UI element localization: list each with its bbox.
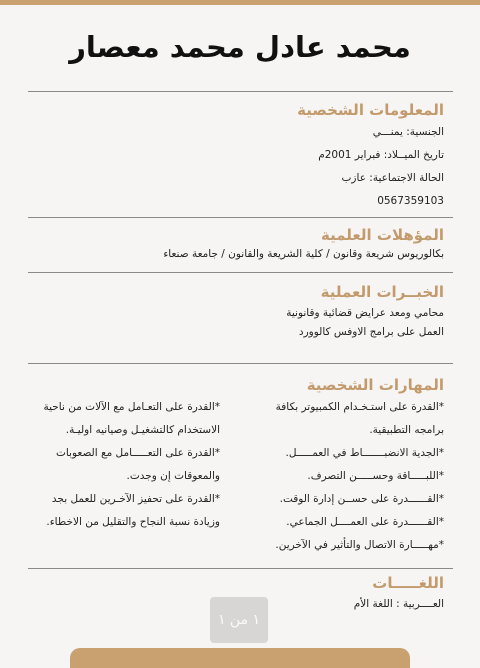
languages-title: اللغـــــات bbox=[372, 574, 444, 592]
divider bbox=[28, 272, 453, 273]
divider bbox=[28, 217, 453, 218]
skill-line: *القدرة على تحفيز الآخـرين للعمل بجد bbox=[51, 493, 220, 505]
skill-line: *القــــــدرة على العمــــل الجماعي. bbox=[286, 516, 444, 528]
skill-line: *القدرة على استـخـدام الكمبيوتر بكافة bbox=[275, 401, 444, 413]
language-item: العــــربية : اللغة الأم bbox=[353, 598, 444, 610]
skill-line: وزيادة نسبة النجاح والتقليل من الاخطاء. bbox=[46, 516, 220, 528]
divider bbox=[28, 91, 453, 92]
personal-info-title: المعلومات الشخصية bbox=[297, 101, 444, 119]
skills-right-column bbox=[274, 396, 444, 557]
skill-line: *مهـــــارة الاتصال والتأثير في الآخرين. bbox=[275, 539, 444, 551]
marital-status: الحالة الاجتماعية: عازب bbox=[341, 172, 444, 184]
skill-line: والمعوقات إن وجدت. bbox=[126, 470, 220, 482]
nationality: الجنسية: يمنـــي bbox=[372, 126, 444, 138]
skill-line: برامجه التطبيقية. bbox=[369, 424, 444, 436]
skills-left-column bbox=[30, 396, 220, 534]
experience-item: محامي ومعد عرايض قضائية وقانونية bbox=[286, 307, 444, 319]
skill-line: الاستخدام كالتشغيـل وصيانيه اوليـة. bbox=[65, 424, 220, 436]
skill-line: *القــــــدرة على حســن إدارة الوقت. bbox=[279, 493, 444, 505]
education-degree: بكالوريوس شريعة وقانون / كلية الشريعة والقانون / جامعة صنعاء bbox=[163, 248, 444, 260]
education-title: المؤهلات العلمية bbox=[321, 226, 444, 244]
skill-line: *اللبـــــاقة وحســـــن التصرف. bbox=[307, 470, 444, 482]
skill-line: *الجدية الانضبـــــــاط في العمـــــل. bbox=[285, 447, 444, 459]
experience-title: الخبــرات العملية bbox=[320, 283, 444, 301]
skills-title: المهارات الشخصية bbox=[306, 376, 444, 394]
experience-item: العمل على برامج الاوفس كالوورد bbox=[298, 326, 444, 338]
divider bbox=[28, 363, 453, 364]
birth-date: تاريخ الميــلاد: فبراير 2001م bbox=[318, 149, 444, 161]
phone-number: 0567359103 bbox=[377, 195, 444, 207]
divider bbox=[28, 568, 453, 569]
person-name: محمد عادل محمد معصار bbox=[69, 30, 411, 64]
skill-line: *القدرة على التعـامل مع الآلات من ناحية bbox=[43, 401, 220, 413]
bottom-accent-bar bbox=[70, 648, 410, 668]
skill-line: *القدرة على التعـــــامل مع الصعوبات bbox=[55, 447, 220, 459]
page-number-indicator: ١ من ١ bbox=[210, 597, 268, 643]
